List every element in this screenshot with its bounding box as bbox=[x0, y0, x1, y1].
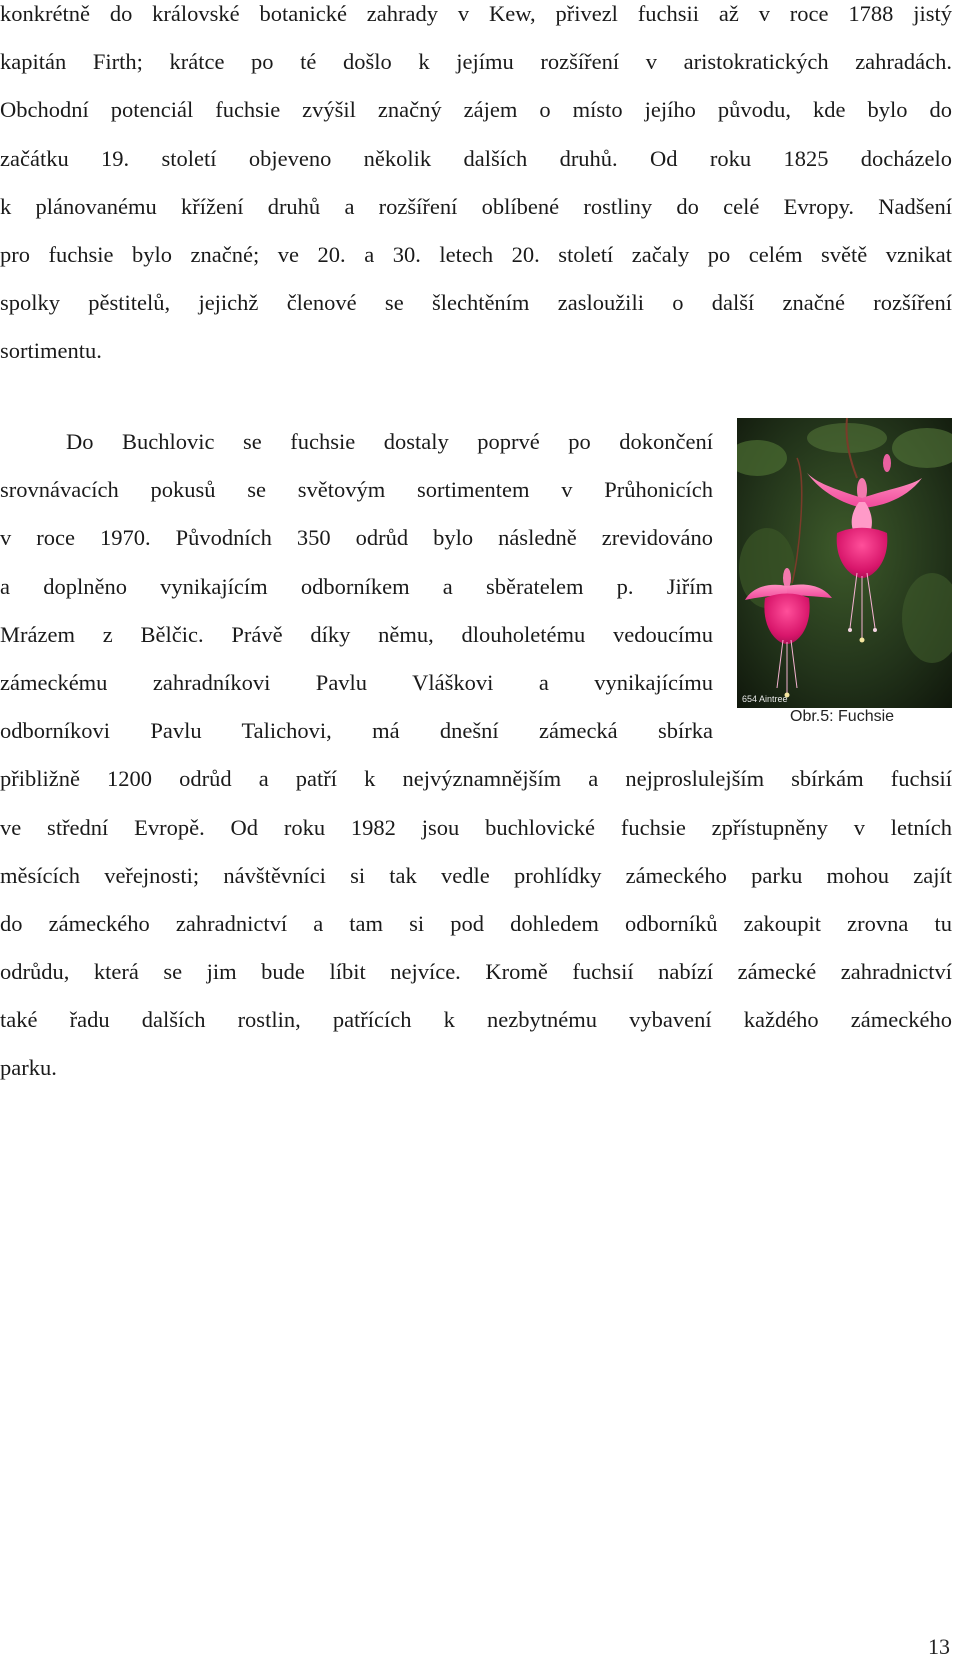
text-line: v roce 1970. Původních 350 odrůd bylo následně zrevidováno bbox=[0, 525, 713, 551]
text-line: Mrázem z Bělčic. Právě díky němu, dlouholetému vedoucímu bbox=[0, 621, 713, 647]
text-line: odborníkovi Pavlu Talichovi, má dnešní zámecká sbírka bbox=[0, 718, 713, 744]
text-line: kapitán Firth; krátce po té došlo k jejímu rozšíření v aristokratických zahradách. bbox=[0, 49, 952, 75]
paragraph-1 bbox=[0, 0, 952, 376]
text-line: zámeckému zahradníkovi Pavlu Vláškovi a vynikajícímu bbox=[0, 669, 713, 695]
text-line: odrůdu, která se jim bude líbit nejvíce. Kromě fuchsií nabízí zámecké zahradnictví bbox=[0, 959, 952, 985]
text-line: také řadu dalších rostlin, patřících k nezbytnému vybavení každého zámeckého bbox=[0, 1007, 952, 1033]
fuchsia-figure bbox=[737, 418, 952, 708]
page-number: 13 bbox=[928, 1634, 950, 1659]
text-line: konkrétně do královské botanické zahrady v Kew, přivezl fuchsii až v roce 1788 jistý bbox=[0, 1, 952, 26]
text-line: přibližně 1200 odrůd a patří k nejvýznamnějším a nejproslulejším sbírkám fuchsií bbox=[0, 766, 952, 792]
photo-label: 654 Aintree bbox=[742, 694, 788, 704]
text-line: Do Buchlovic se fuchsie dostaly poprvé po dokončení bbox=[66, 429, 713, 454]
text-line: začátku 19. století objeveno několik dalších druhů. Od roku 1825 docházelo bbox=[0, 145, 952, 171]
text-line: sortimentu. bbox=[0, 338, 102, 364]
text-line: pro fuchsie bylo značné; ve 20. a 30. letech 20. století začaly po celém světě vznikat bbox=[0, 241, 952, 267]
text-line: k plánovanému křížení druhů a rozšíření oblíbené rostliny do celé Evropy. Nadšení bbox=[0, 193, 952, 219]
fuchsia-photo bbox=[737, 418, 952, 708]
text-line: ve střední Evropě. Od roku 1982 jsou buchlovické fuchsie zpřístupněny v letních bbox=[0, 814, 952, 840]
text-line: srovnávacích pokusů se světovým sortimentem v Průhonicích bbox=[0, 477, 713, 503]
text-line: parku. bbox=[0, 1055, 57, 1081]
text-line: Obchodní potenciál fuchsie zvýšil značný zájem o místo jejího původu, kde bylo do bbox=[0, 97, 952, 123]
figure-caption: Obr.5: Fuchsie bbox=[790, 708, 895, 725]
text-line: spolky pěstitelů, jejichž členové se šlechtěním zasloužili o další značné rozšíření bbox=[0, 290, 952, 316]
text-line: a doplněno vynikajícím odborníkem a sběratelem p. Jiřím bbox=[0, 573, 713, 599]
text-line: do zámeckého zahradnictví a tam si pod dohledem odborníků zakoupit zrovna tu bbox=[0, 910, 952, 936]
text-line: měsících veřejnosti; návštěvníci si tak vedle prohlídky zámeckého parku mohou zajít bbox=[0, 862, 952, 888]
